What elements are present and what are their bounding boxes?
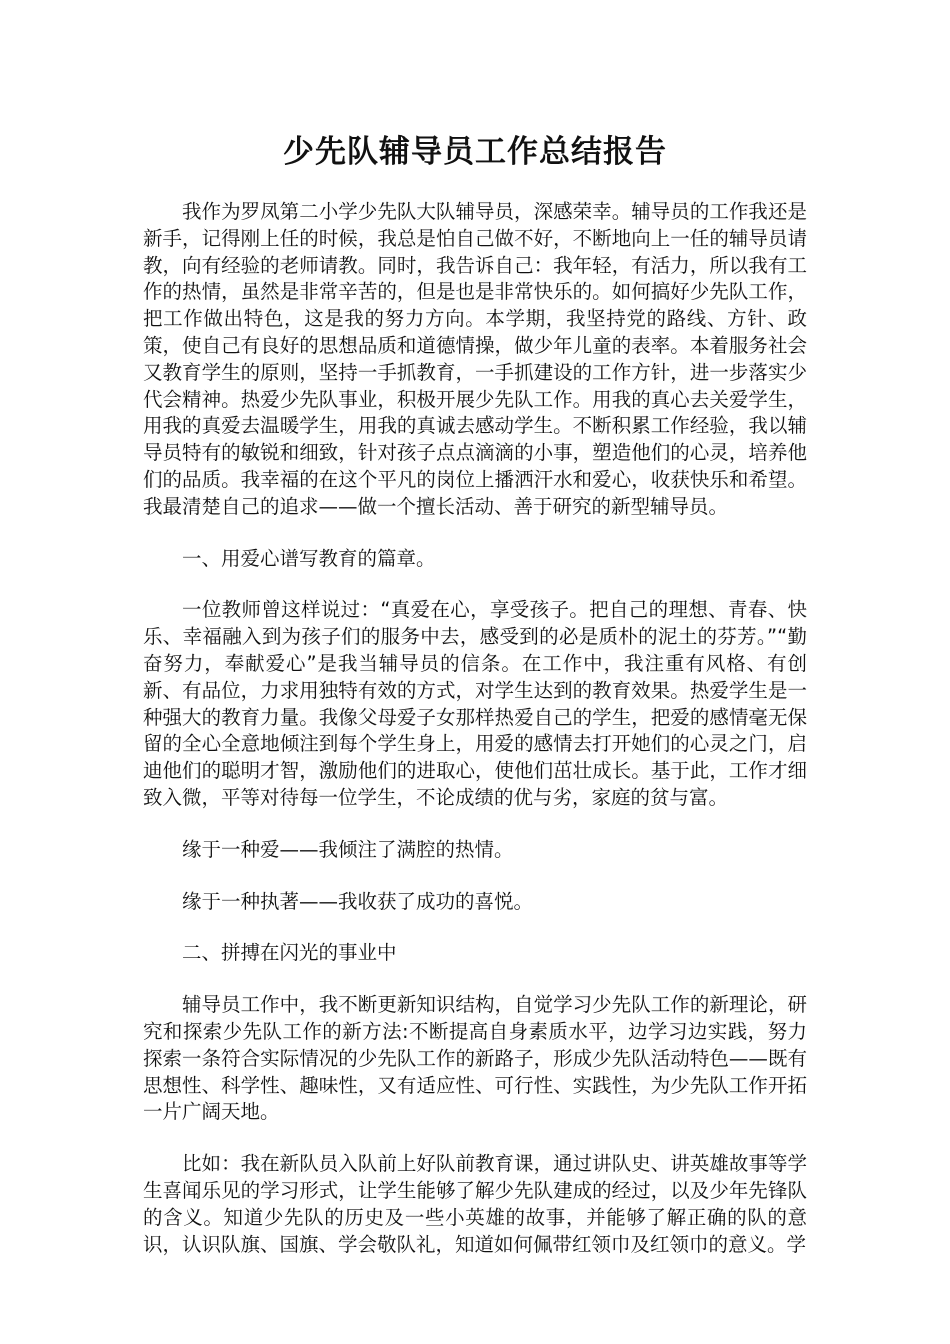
paragraph-persistence: 缘于一种执著——我收获了成功的喜悦。	[182, 889, 534, 913]
paragraph-work: 辅导员工作中，我不断更新知识结构，自觉学习少先队工作的新理论，研究和探索少先队工作的新方法:不断提高自身素质水平，边学习边实践，努力探索一条符合实际情况的少先队工作的新路子，形成少先队活动特色——既有思想性、科学性、趣味性，又有适应性、可行性、实践性，为少先队工作开拓一片广阔天地。	[143, 993, 807, 1124]
document-title: 少先队辅导员工作总结报告	[283, 134, 667, 170]
section-heading-1: 一、用爱心谱写教育的篇章。	[182, 546, 436, 570]
paragraph-example: 比如：我在新队员入队前上好队前教育课，通过讲队史、讲英雄故事等学生喜闻乐见的学习形式，让学生能够了解少先队建成的经过，以及少年先锋队的含义。知道少先队的历史及一些小英雄的故事，并能够了解正确的队的意识，认识队旗、国旗、学会敬队礼，知道如何佩带红领巾及红领巾的意义。学	[143, 1152, 807, 1256]
paragraph-love: 一位教师曾这样说过：“真爱在心，享受孩子。把自己的理想、青春、快乐、幸福融入到为孩子们的服务中去，感受到的必是质朴的泥土的芬芳。”“勤奋努力，奉献爱心”是我当辅导员的信条。在工作中，我注重有风格、有创新、有品位，力求用独特有效的方式，对学生达到的教育效果。热爱学生是一种强大的教育力量。我像父母爱子女那样热爱自己的学生，把爱的感情毫无保留的全心全意地倾注到每个学生身上，用爱的感情去打开她们的心灵之门，启迪他们的聪明才智，激励他们的进取心，使他们茁壮成长。基于此，工作才细致入微，平等对待每一位学生，不论成绩的优与劣，家庭的贫与富。	[143, 598, 807, 809]
section-heading-2: 二、拼搏在闪光的事业中	[182, 941, 397, 965]
paragraph-intro: 我作为罗凤第二小学少先队大队辅导员，深感荣幸。辅导员的工作我还是新手，记得刚上任的时候，我总是怕自己做不好，不断地向上一任的辅导员请教，向有经验的老师请教。同时，我告诉自己：我年轻，有活力，所以我有工作的热情，虽然是非常辛苦的，但是也是非常快乐的。如何搞好少先队工作，把工作做出特色，这是我的努力方向。本学期，我坚持党的路线、方针、政策，使自己有良好的思想品质和道德情操，做少年儿童的表率。本着服务社会又教育学生的原则，坚持一手抓教育，一手抓建设的工作方针，进一步落实少代会精神。热爱少先队事业，积极开展少先队工作。用我的真心去关爱学生，用我的真爱去温暖学生，用我的真诚去感动学生。不断积累工作经验，我以辅导员特有的敏锐和细致，针对孩子点点滴滴的小事，塑造他们的心灵，培养他们的品质。我幸福的在这个平凡的岗位上播洒汗水和爱心，收获快乐和希望。我最清楚自己的追求——做一个擅长活动、善于研究的新型辅导员。	[143, 200, 807, 518]
document-body	[143, 199, 807, 1283]
paragraph-passion: 缘于一种爱——我倾注了满腔的热情。	[182, 837, 514, 861]
